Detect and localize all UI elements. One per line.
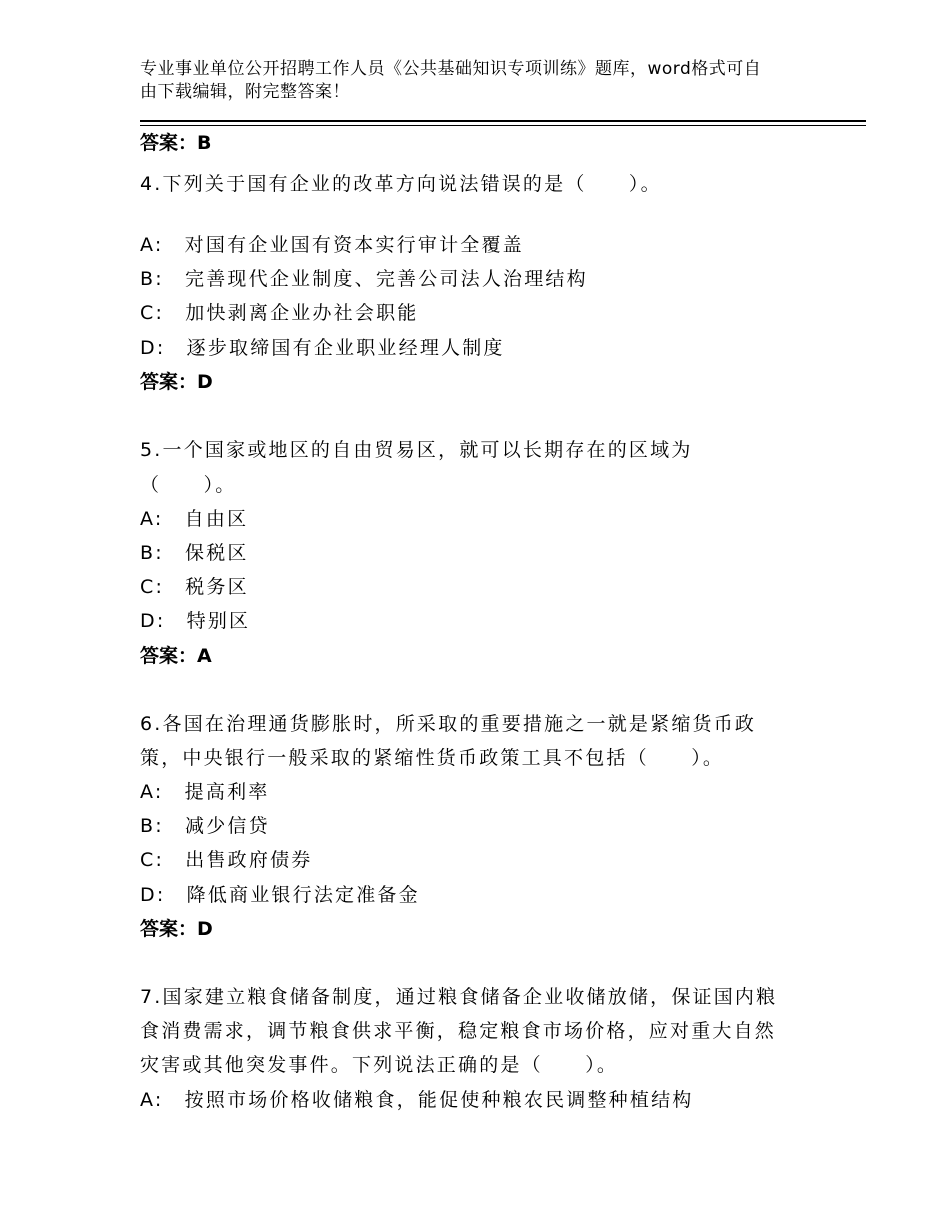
question-5-option-d: D: 特别区: [140, 610, 251, 632]
question-6-option-c: C: 出售政府债券: [140, 849, 313, 871]
page-header: [140, 58, 820, 104]
question-4-stem: 4.下列关于国有企业的改革方向说法错误的是（ ）。: [140, 173, 662, 195]
question-7-stem-line-2: 食消费需求，调节粮食供求平衡，稳定粮食市场价格，应对重大自然: [140, 1020, 777, 1042]
header-line-1: 专业事业单位公开招聘工作人员《公共基础知识专项训练》题库，word格式可自: [140, 59, 762, 79]
header-line-2: 由下载编辑，附完整答案！: [140, 82, 350, 102]
question-5-stem-line-2: （ ）。: [140, 474, 237, 496]
question-4-option-c: C: 加快剥离企业办社会职能: [140, 302, 419, 324]
question-5-option-b: B: 保税区: [140, 542, 249, 564]
question-6-option-b: B: 减少信贷: [140, 815, 270, 837]
question-5-option-a: A: 自由区: [140, 508, 249, 530]
question-4-option-b: B: 完善现代企业制度、完善公司法人治理结构: [140, 268, 588, 290]
question-6-stem-line-2: 策，中央银行一般采取的紧缩性货币政策工具不包括（ ）。: [140, 747, 725, 769]
answer-q5: 答案：A: [140, 645, 212, 667]
answer-q6: 答案：D: [140, 918, 213, 940]
header-rule-thick: [140, 120, 866, 122]
question-7-stem-line-1: 7.国家建立粮食储备制度，通过粮食储备企业收储放储，保证国内粮: [140, 986, 778, 1008]
header-rule-thin: [140, 125, 866, 126]
question-4-option-a: A: 对国有企业国有资本实行审计全覆盖: [140, 234, 524, 256]
answer-q4: 答案：D: [140, 371, 213, 393]
question-6-option-d: D: 降低商业银行法定准备金: [140, 884, 420, 906]
question-6-option-a: A: 提高利率: [140, 781, 270, 803]
answer-q3: 答案：B: [140, 132, 212, 154]
question-5-stem-line-1: 5.一个国家或地区的自由贸易区，就可以长期存在的区域为: [140, 439, 693, 461]
question-6-stem-line-1: 6.各国在治理通货膨胀时，所采取的重要措施之一就是紧缩货币政: [140, 713, 757, 735]
question-7-stem-line-3: 灾害或其他突发事件。下列说法正确的是（ ）。: [140, 1054, 619, 1076]
question-7-option-a: A: 按照市场价格收储粮食，能促使种粮农民调整种植结构: [140, 1089, 694, 1111]
question-4-option-d: D: 逐步取缔国有企业职业经理人制度: [140, 337, 505, 359]
question-5-option-c: C: 税务区: [140, 576, 249, 598]
